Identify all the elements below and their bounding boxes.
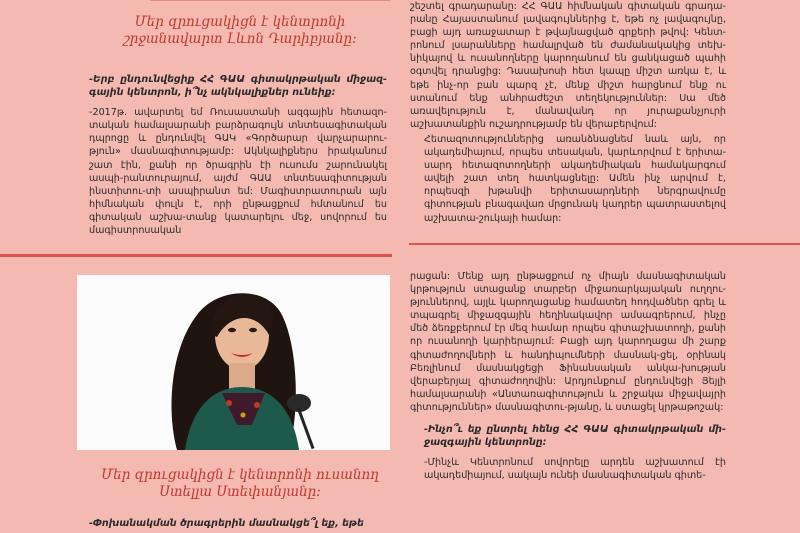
title-line-1: Մեր զրուցակիցն է կենտրոնի [134, 14, 346, 30]
paragraph-library: շեշտել գրադարանը: ՀՀ ԳԱԱ հիմնական գիտական գրադա-րանը Հայաստանում լավագույններից է, եթե ոչ լավագույնը, բացի այդ առաջատար է թվայնացված գրքերի թվով: Կենտ-րոնում լսարանները համալրված են ժամանակակից տեխ-նիկայով և ուսանողները կարողանում են ցանկացած պահի օգտվել դրանցից: Դասախոսի հետ կապը միշտ առկա է, և եթե ինչ-որ բան պարզ չէ, մենք միշտ հարցնում ենք ու ստանում ենք անհրաժեշտ տեղեկություններ: Սա մեծ առավելություն է, մանավանդ որ յուրաքանչյուրի աշխատանքին ուշադրությամբ են վերաբերվում: [410, 1, 726, 130]
portrait-illustration [77, 275, 390, 450]
paragraph-research: Հետազոտություններից առանձնացնեմ նաև այն, որ ակադեմիայում, որպես տեսական, կարևորվում է երիտա-սարդ հետազոտողների ակադեմիական համակարգում ավելի շատ տեղ հատկացնելը: Ամեն ինչ արվում է, որպեսզի խթանվի երիտասարդների ներգրավումը գիտության բնագավառ մրցունակ կադրեր պատրաստելով աշխատա-շուկայի համար: [424, 133, 726, 224]
answer-why-center: -Մինչև Կենտրոնում սովորելը արդեն աշխատում էի ակադեմիայում, սակայն ունեի մասնագիտական գիտե- [424, 457, 726, 482]
right-column-bottom [410, 270, 726, 482]
question-stella: -Փոխանակման ծրագրերին մասնակցե՞լ եք, եթե [89, 518, 364, 529]
left-column-bottom [75, 517, 387, 530]
divider-left-mid [0, 254, 392, 257]
answer-levon: -2017թ. ավարտել եմ Ռուսաստանի ազգային հետազո-տական համալսարանի բարձրագույն տնտեսագիտական դպրոցը և ընդունվել ԳԱԿ «Գործարար վարչարարու-թյուն» մասնագիտությամբ: Ակնկալիքներս իրականում շատ էին, քանի որ ծրագրին էի ուսումս շարունակել ասպի-րանտուրայում, այժմ ԳԱԱ տնտեսագիտության ինստիտու-տի ասպիրանտ եմ: Մագիստրատուրան այն հիմնական փուլն է, որի ընթացքում հմտանում ես գիտական աշխա-տանք կատարելու մեջ, սովորում ես մագիստրոսական [89, 107, 387, 237]
title-line-1: Մեր զրուցակիցն է կենտրոնի ուսանող [101, 467, 379, 483]
divider-left-top [150, 0, 390, 1]
left-column-top [75, 73, 387, 237]
interview-title-levon [75, 14, 405, 48]
interview-title-stella [75, 467, 405, 501]
divider-right-mid [409, 243, 800, 245]
question-why-center: -Ինչո՞ւ եք ընտրել հենց ՀՀ ԳԱԱ գիտակրթական մի-ջազգային կենտրոնը: [424, 424, 726, 449]
right-column-top [410, 0, 726, 225]
question-levon: -Երբ ընդունվեցիք ՀՀ ԳԱԱ գիտակրթական միջազ-գային կենտրոն, ի՞նչ ակնկալիքներ ունեիք: [89, 74, 387, 99]
title-line-2: Ստելլա Ստեփանյանը: [159, 484, 321, 500]
paragraph-exchange: րացան: Մենք այդ ընթացքում ոչ միայն մասնագիտական կրթություն ստացանք տարբեր միջառարկայական ուղղու-թյուններով, այլև կարողացանք համատեղ հոդվածներ գրել և տպագրել միջազգային հեղինակավոր ամսագրերում, ինչը մեծ ձեռքբերում էր մեզ համար որպես գիտաշխատողի, քանի որ ուսանողի կարիերայում: Բացի այդ կարողացա մի շարք գիտաժողովների և հանդիպումների մասնակ-ցել, օրինակ Բեռլինում մասնակցեցի Ֆինանսական անկա-խության վերաբերյալ գիտաժողովին: Արդյունքում ընդունվեցի Յեյլի համալսարանի «Անտառագիտություն և շրջակա միջավայրի գիտություններ» մասնագիտու-թյանը, և ստացել կրթաթոշակ: [410, 271, 726, 413]
title-line-2: շրջանավարտ Լևոն Դարիբյանը: [123, 31, 357, 47]
portrait-photo [77, 275, 390, 450]
